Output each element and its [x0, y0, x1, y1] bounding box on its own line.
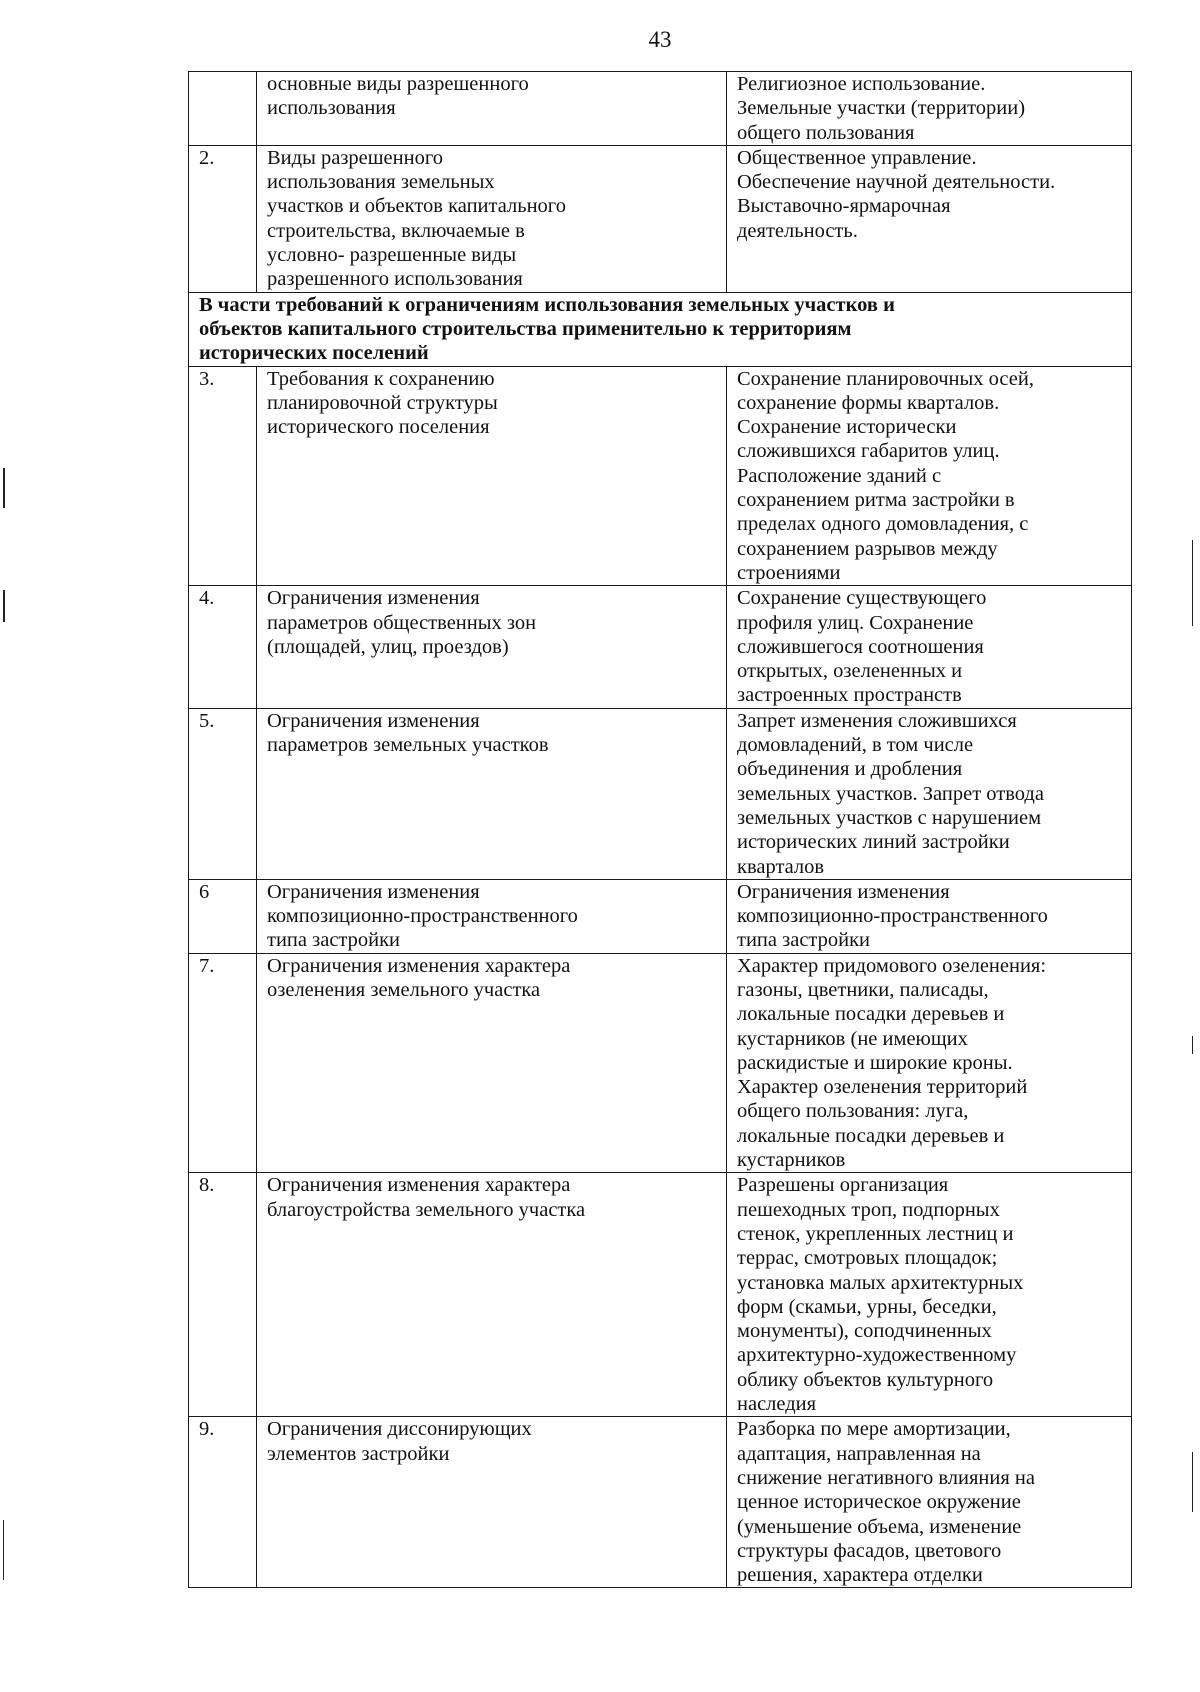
row-number — [189, 72, 257, 146]
row-description: Сохранение планировочных осей, сохранение формы кварталов. Сохранение исторически сложившихся габаритов улиц. Расположение зданий с сохранением ритма застройки в пределах одного домовладения, с сохранением разрывов между строениями — [727, 366, 1132, 586]
table-row — [189, 708, 1132, 879]
table-row — [189, 1173, 1132, 1417]
row-number: 2. — [189, 145, 257, 292]
section-heading: В части требований к ограничениям использования земельных участков и объектов капитального строительства применительно к территориям исторических поселений — [189, 292, 1132, 366]
table-row — [189, 879, 1132, 953]
scan-artifact — [3, 1520, 4, 1580]
row-description: Сохранение существующего профиля улиц. Сохранение сложившегося соотношения открытых, озелененных и застроенных пространств — [727, 586, 1132, 708]
row-description: Запрет изменения сложившихся домовладений, в том числе объединения и дробления земельных участков. Запрет отвода земельных участков с нарушением исторических линий застройки кварталов — [727, 708, 1132, 879]
row-description: Разрешены организация пешеходных троп, подпорных стенок, укрепленных лестниц и террас, смотровых площадок; установка малых архитектурных форм (скамьи, урны, беседки, монументы), соподчиненных архитектурно-художественному облику объектов культурного наследия — [727, 1173, 1132, 1417]
row-requirement: Ограничения изменения композиционно-пространственного типа застройки — [257, 879, 727, 953]
row-description: Общественное управление. Обеспечение научной деятельности. Выставочно-ярмарочная деятельность. — [727, 145, 1132, 292]
row-requirement: Ограничения изменения характера озеленения земельного участка — [257, 953, 727, 1173]
row-requirement: Ограничения изменения параметров земельных участков — [257, 708, 727, 879]
row-requirement: Виды разрешенного использования земельных участков и объектов капитального строительства, включаемые в условно- разрешенные виды разрешенного использования — [257, 145, 727, 292]
row-number: 8. — [189, 1173, 257, 1417]
table-body-bottom — [189, 366, 1132, 1588]
row-requirement: Ограничения диссонирующих элементов застройки — [257, 1417, 727, 1588]
scan-artifact — [3, 590, 5, 622]
table-row — [189, 366, 1132, 586]
scan-artifact — [1192, 540, 1193, 626]
row-number: 7. — [189, 953, 257, 1173]
row-description: Ограничения изменения композиционно-пространственного типа застройки — [727, 879, 1132, 953]
scan-artifact — [3, 468, 5, 508]
row-number: 3. — [189, 366, 257, 586]
row-requirement: Ограничения изменения параметров общественных зон (площадей, улиц, проездов) — [257, 586, 727, 708]
table-row — [189, 72, 1132, 146]
row-number: 6 — [189, 879, 257, 953]
scan-artifact — [1192, 1452, 1193, 1512]
section-heading-group — [189, 292, 1132, 366]
scan-artifact — [1192, 1036, 1193, 1054]
page-number: 43 — [648, 27, 672, 52]
table-row — [189, 145, 1132, 292]
table-row — [189, 953, 1132, 1173]
row-number: 9. — [189, 1417, 257, 1588]
table-row — [189, 1417, 1132, 1588]
row-description: Разборка по мере амортизации, адаптация, направленная на снижение негативного влияния на ценное историческое окружение (уменьшение объема, изменение структуры фасадов, цветового решения, характера отделки — [727, 1417, 1132, 1588]
section-heading-row — [189, 292, 1132, 366]
row-description: Характер придомового озеленения: газоны, цветники, палисады, локальные посадки деревьев и кустарников (не имеющих раскидистые и широкие кроны. Характер озеленения территорий общего пользования: луга, локальные посадки деревьев и кустарников — [727, 953, 1132, 1173]
row-requirement: Ограничения изменения характера благоустройства земельного участка — [257, 1173, 727, 1417]
row-number: 4. — [189, 586, 257, 708]
table-row — [189, 586, 1132, 708]
regulations-table — [188, 71, 1132, 1588]
row-description: Религиозное использование. Земельные участки (территории) общего пользования — [727, 72, 1132, 146]
row-requirement: основные виды разрешенного использования — [257, 72, 727, 146]
row-number: 5. — [189, 708, 257, 879]
row-requirement: Требования к сохранению планировочной структуры исторического поселения — [257, 366, 727, 586]
table-body-top — [189, 72, 1132, 293]
